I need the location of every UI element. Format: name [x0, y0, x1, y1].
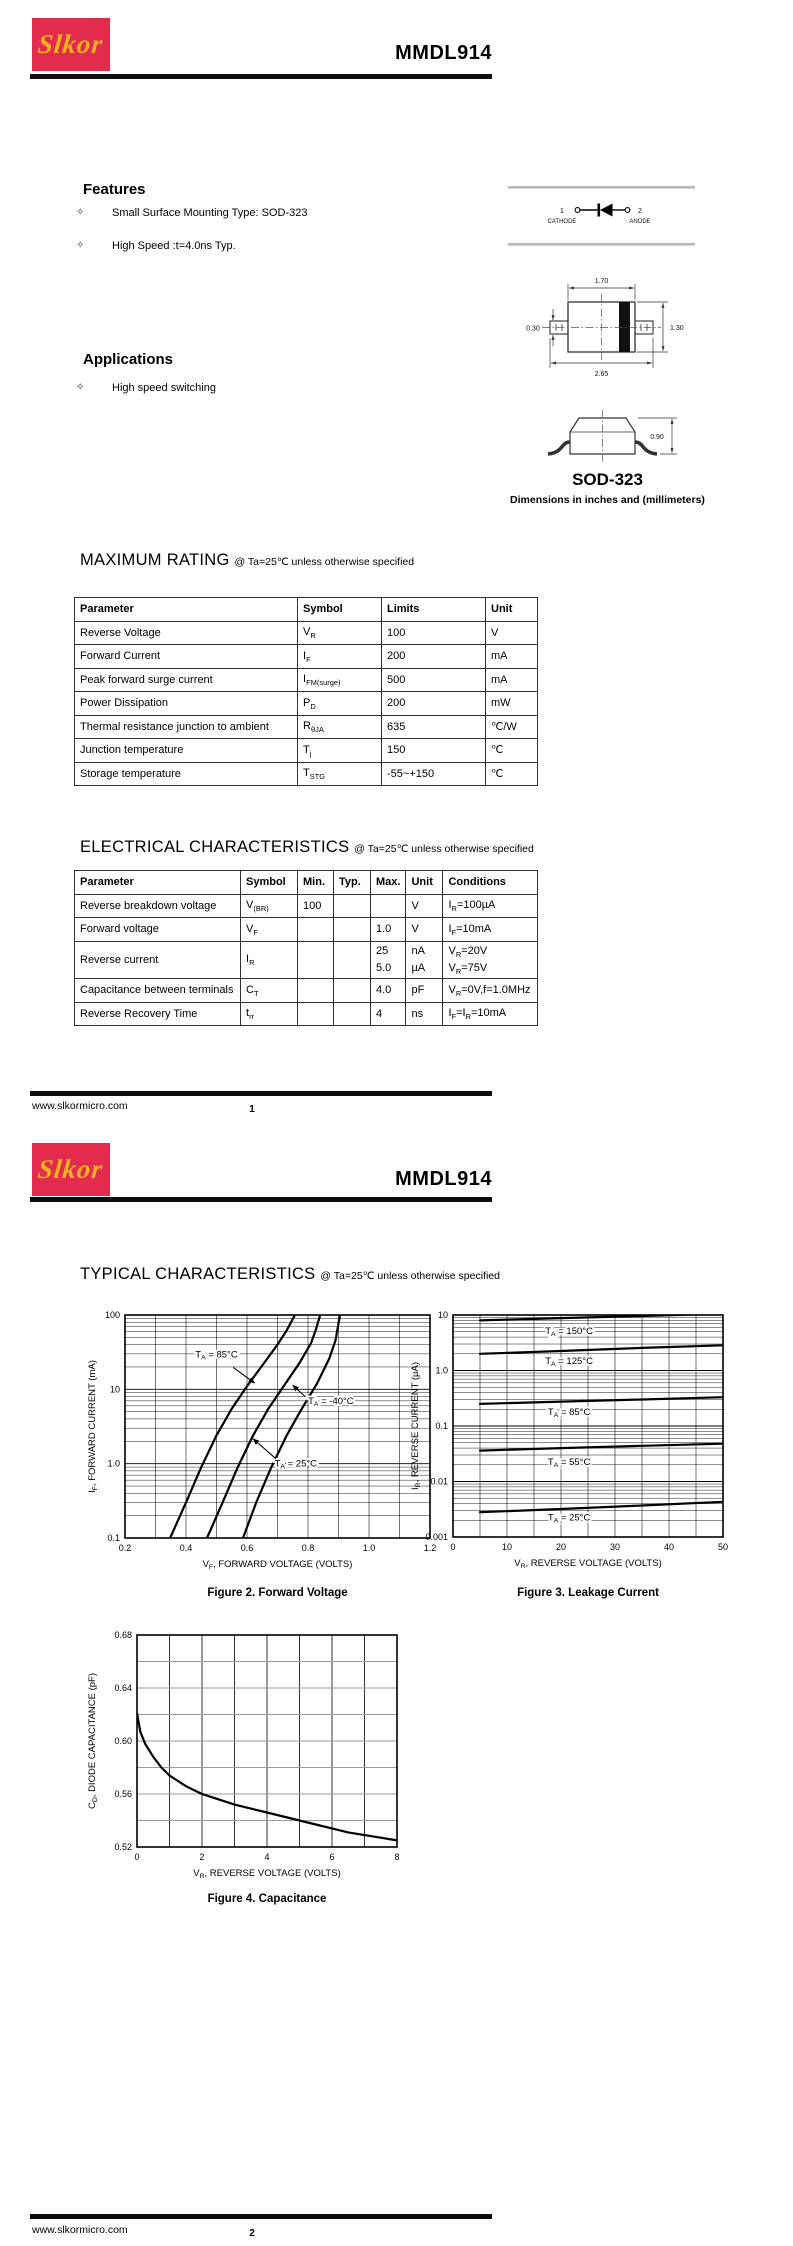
svg-text:Figure 2. Forward Voltage: Figure 2. Forward Voltage	[207, 1587, 348, 1599]
table-cell: Junction temperature	[75, 739, 298, 763]
brand-logo	[32, 18, 110, 71]
svg-text:VR, REVERSE VOLTAGE (VOLTS): $V_R$, REVERSE VOLTAGE (VOLTS)	[514, 1558, 662, 1570]
svg-text:0.01: 0.01	[430, 1476, 448, 1487]
svg-text:10: 10	[501, 1542, 513, 1552]
svg-text:0.68: 0.68	[114, 1630, 132, 1640]
table-cell: mA	[486, 645, 538, 669]
table-cell: $I_R$	[241, 941, 298, 979]
website-link[interactable]: www.slkormicro.com	[32, 2224, 128, 2236]
product-title: MMDL914	[395, 42, 492, 64]
svg-text:0.1: 0.1	[435, 1421, 448, 1431]
svg-text:TA = 85°C: $T_A = 85^\circ C$	[547, 1406, 591, 1419]
table-cell	[334, 1002, 371, 1026]
table-cell	[298, 918, 334, 942]
package-name: SOD-323	[572, 470, 643, 489]
table-cell: 200	[382, 692, 486, 716]
table-cell	[334, 894, 371, 918]
cathode-label: CATHODE	[547, 219, 577, 225]
table-row	[75, 1002, 538, 1026]
diamond-bullet-icon: ✧	[76, 382, 85, 393]
application-item	[76, 382, 216, 394]
column-header: Max.	[371, 871, 406, 895]
svg-text:0: 0	[134, 1852, 140, 1862]
table-row	[75, 621, 538, 645]
table-cell	[334, 979, 371, 1003]
diamond-bullet-icon: ✧	[76, 207, 85, 218]
svg-text:0.1: 0.1	[107, 1533, 120, 1543]
table-cell	[371, 894, 406, 918]
table-cell: $T_{STG}$	[298, 762, 382, 786]
dim-1-70: 1.70	[594, 278, 609, 285]
table-cell: 4.0	[371, 979, 406, 1003]
brand-logo-text: Slkor	[36, 1154, 106, 1184]
typical-heading: TYPICAL CHARACTERISTICS	[80, 1265, 316, 1283]
svg-text:1.2: 1.2	[423, 1543, 437, 1553]
pin1-number: 1	[560, 208, 564, 215]
table-cell: 100	[382, 621, 486, 645]
table-cell: Reverse breakdown voltage	[75, 894, 241, 918]
table-cell	[298, 1002, 334, 1026]
package-note: Dimensions in inches and (millimeters)	[510, 494, 705, 506]
table-cell: $V_R$	[298, 621, 382, 645]
table-cell: ns	[406, 1002, 443, 1026]
dim-2-65: 2.65	[594, 371, 609, 378]
max-rating-table	[74, 597, 538, 786]
table-cell: Storage temperature	[75, 762, 298, 786]
table-cell	[334, 918, 371, 942]
svg-text:0.8: 0.8	[301, 1543, 315, 1553]
table-cell	[298, 979, 334, 1003]
table-row	[75, 894, 538, 918]
svg-text:TA = 25°C: $T_A = 25^\circ C$	[547, 1512, 591, 1525]
table-row	[75, 645, 538, 669]
header-rule	[30, 1197, 492, 1202]
table-cell: V	[486, 621, 538, 645]
column-header: Typ.	[334, 871, 371, 895]
feature-item	[76, 207, 307, 219]
column-header: Conditions	[443, 871, 538, 895]
svg-text:Figure 4. Capacitance: Figure 4. Capacitance	[207, 1893, 327, 1905]
anode-label: ANODE	[629, 219, 651, 225]
column-header: Unit	[406, 871, 443, 895]
svg-text:0.56: 0.56	[114, 1789, 132, 1799]
table-cell	[298, 941, 334, 979]
table-cell: $V_F$	[241, 918, 298, 942]
svg-text:IF, FORWARD CURRENT (mA): $I_F$, FORWARD CURRENT (mA)	[87, 1360, 99, 1493]
svg-text:TA = 125°C: $T_A = 125^\circ C$	[545, 1355, 593, 1368]
brand-logo	[32, 1143, 110, 1196]
table-cell: $V_{(BR)}$	[241, 894, 298, 918]
table-header-row	[75, 598, 538, 622]
svg-text:0.2: 0.2	[118, 1543, 132, 1553]
table-row	[75, 715, 538, 739]
svg-text:TA = 55°C: $T_A = 55^\circ C$	[547, 1456, 591, 1469]
table-cell: $C_T$	[241, 979, 298, 1003]
svg-text:TA = 25°C: $T_A = 25^\circ C$	[274, 1458, 318, 1471]
table-header-row	[75, 871, 538, 895]
table-cell: nA µA	[406, 941, 443, 979]
applications-heading: Applications	[83, 351, 174, 368]
diode-symbol-icon	[548, 204, 651, 226]
table-cell: Forward Current	[75, 645, 298, 669]
table-cell: 500	[382, 668, 486, 692]
feature-item	[76, 240, 236, 252]
svg-text:VR, REVERSE VOLTAGE (VOLTS): $V_R$, REVERSE VOLTAGE (VOLTS)	[193, 1868, 341, 1880]
header-rule	[30, 74, 492, 79]
table-cell: $t_{rr}$	[241, 1002, 298, 1026]
website-link[interactable]: www.slkormicro.com	[32, 1100, 128, 1112]
table-cell: $R_{\theta JA}$	[298, 715, 382, 739]
table-row	[75, 739, 538, 763]
table-cell: V	[406, 894, 443, 918]
table-cell: $I_R=100\mu A$	[443, 894, 538, 918]
table-cell: ℃	[486, 739, 538, 763]
table-cell: $P_D$	[298, 692, 382, 716]
table-cell	[334, 941, 371, 979]
table-cell: mA	[486, 668, 538, 692]
typical-section-heading	[80, 1265, 500, 1284]
column-header: Unit	[486, 598, 538, 622]
divider-line	[508, 186, 695, 189]
table-cell: Forward voltage	[75, 918, 241, 942]
column-header: Parameter	[75, 871, 241, 895]
table-cell: 100	[298, 894, 334, 918]
footer-rule	[30, 1091, 492, 1096]
page-number: 2	[249, 2228, 255, 2239]
table-cell: Thermal resistance junction to ambient	[75, 715, 298, 739]
svg-text:4: 4	[264, 1852, 270, 1862]
table-cell: 25 5.0	[371, 941, 406, 979]
electrical-condition: @ Ta=25℃ unless otherwise specified	[354, 843, 534, 855]
svg-text:0.6: 0.6	[240, 1543, 254, 1553]
footer-rule	[30, 2214, 492, 2219]
package-top-view	[526, 278, 684, 378]
svg-text:20: 20	[555, 1542, 567, 1552]
table-cell: $V_R=20V$ $V_R=75V$	[443, 941, 538, 979]
column-header: Parameter	[75, 598, 298, 622]
application-item-text: High speed switching	[112, 382, 216, 394]
figure-3-leakage-current-chart	[385, 1303, 745, 1608]
table-cell: 150	[382, 739, 486, 763]
column-header: Min.	[298, 871, 334, 895]
table-row	[75, 692, 538, 716]
feature-item-text: Small Surface Mounting Type: SOD-323	[112, 207, 308, 219]
table-cell: $T_j$	[298, 739, 382, 763]
table-cell: 1.0	[371, 918, 406, 942]
svg-text:6: 6	[329, 1852, 335, 1862]
svg-text:TA = 85°C: $T_A = 85^\circ C$	[195, 1349, 238, 1362]
table-cell: Reverse Recovery Time	[75, 1002, 241, 1026]
table-row	[75, 918, 538, 942]
svg-text:0.52: 0.52	[114, 1842, 132, 1852]
svg-text:0.4: 0.4	[179, 1543, 193, 1553]
table-cell: ℃	[486, 762, 538, 786]
table-cell: 200	[382, 645, 486, 669]
svg-text:10: 10	[437, 1310, 448, 1320]
electrical-table	[74, 870, 538, 1026]
svg-text:0.64: 0.64	[114, 1683, 132, 1693]
table-cell: 4	[371, 1002, 406, 1026]
svg-text:10: 10	[109, 1384, 120, 1395]
divider-line	[508, 243, 695, 246]
electrical-section-heading	[80, 838, 534, 857]
svg-text:TA = -40°C: $T_A = -40^\circ C$	[308, 1396, 354, 1409]
table-cell: 635	[382, 715, 486, 739]
svg-text:TA = 150°C: $T_A = 150^\circ C$	[545, 1325, 593, 1338]
table-cell: Capacitance between terminals	[75, 979, 241, 1003]
max-rating-heading: MAXIMUM RATING	[80, 551, 230, 569]
svg-text:CD, DIODE CAPACITANCE (pF): $C_D$, DIODE CAPACITANCE (pF)	[87, 1672, 99, 1810]
dim-1-30: 1.30	[670, 325, 684, 332]
table-cell: Reverse Voltage	[75, 621, 298, 645]
svg-text:40: 40	[663, 1542, 675, 1552]
brand-logo-text: Slkor	[36, 29, 106, 59]
table-row	[75, 979, 538, 1003]
feature-item-text: High Speed :t=4.0ns Typ.	[112, 240, 236, 252]
table-cell: $I_F$	[298, 645, 382, 669]
table-cell: $I_{FM(surge)}$	[298, 668, 382, 692]
dim-0-30: 0.30	[526, 325, 540, 333]
table-cell: Reverse current	[75, 941, 241, 979]
table-row	[75, 668, 538, 692]
package-side-view	[548, 410, 677, 464]
svg-text:1.0: 1.0	[435, 1365, 448, 1376]
table-cell: -55~+150	[382, 762, 486, 786]
features-heading: Features	[83, 181, 146, 198]
diamond-bullet-icon: ✧	[76, 240, 85, 251]
svg-text:8: 8	[394, 1852, 400, 1862]
svg-text:100: 100	[104, 1310, 120, 1320]
column-header: Symbol	[241, 871, 298, 895]
table-cell: ℃/W	[486, 715, 538, 739]
svg-text:VF, FORWARD VOLTAGE (VOLTS): $V_F$, FORWARD VOLTAGE (VOLTS)	[202, 1559, 353, 1571]
max-rating-condition: @ Ta=25℃ unless otherwise specified	[234, 556, 415, 568]
svg-text:30: 30	[609, 1542, 621, 1552]
table-cell: Peak forward surge current	[75, 668, 298, 692]
table-row	[75, 941, 538, 979]
svg-text:1.0: 1.0	[107, 1458, 120, 1469]
max-rating-section-heading	[80, 551, 414, 570]
svg-text:IR, REVERSE CURRENT (µA): $I_R$, REVERSE CURRENT (µA)	[410, 1362, 422, 1490]
column-header: Limits	[382, 598, 486, 622]
svg-text:2: 2	[199, 1852, 205, 1862]
svg-text:Figure 3. Leakage Current: Figure 3. Leakage Current	[517, 1587, 659, 1599]
svg-text:50: 50	[717, 1542, 729, 1552]
product-title: MMDL914	[395, 1168, 492, 1190]
table-cell: V	[406, 918, 443, 942]
package-drawing	[500, 180, 790, 472]
table-cell: mW	[486, 692, 538, 716]
column-header: Symbol	[298, 598, 382, 622]
dim-0-90: 0.90	[650, 434, 664, 441]
pin2-number: 2	[638, 208, 642, 215]
table-cell: $I_F=I_R=10mA$	[443, 1002, 538, 1026]
typical-condition: @ Ta=25℃ unless otherwise specified	[320, 1270, 500, 1282]
svg-text:0.001: 0.001	[425, 1532, 448, 1542]
page-number: 1	[249, 1104, 255, 1115]
table-cell: pF	[406, 979, 443, 1003]
table-cell: $V_R=0V,f=1.0MHz$	[443, 979, 538, 1003]
table-row	[75, 762, 538, 786]
svg-text:0.60: 0.60	[114, 1736, 132, 1746]
figure-4-capacitance-chart	[70, 1623, 410, 1923]
table-cell: $I_F=10mA$	[443, 918, 538, 942]
svg-text:0: 0	[450, 1542, 456, 1552]
cathode-band	[619, 302, 630, 352]
table-cell: Power Dissipation	[75, 692, 298, 716]
svg-text:1.0: 1.0	[362, 1543, 376, 1553]
electrical-heading: ELECTRICAL CHARACTERISTICS	[80, 838, 350, 856]
